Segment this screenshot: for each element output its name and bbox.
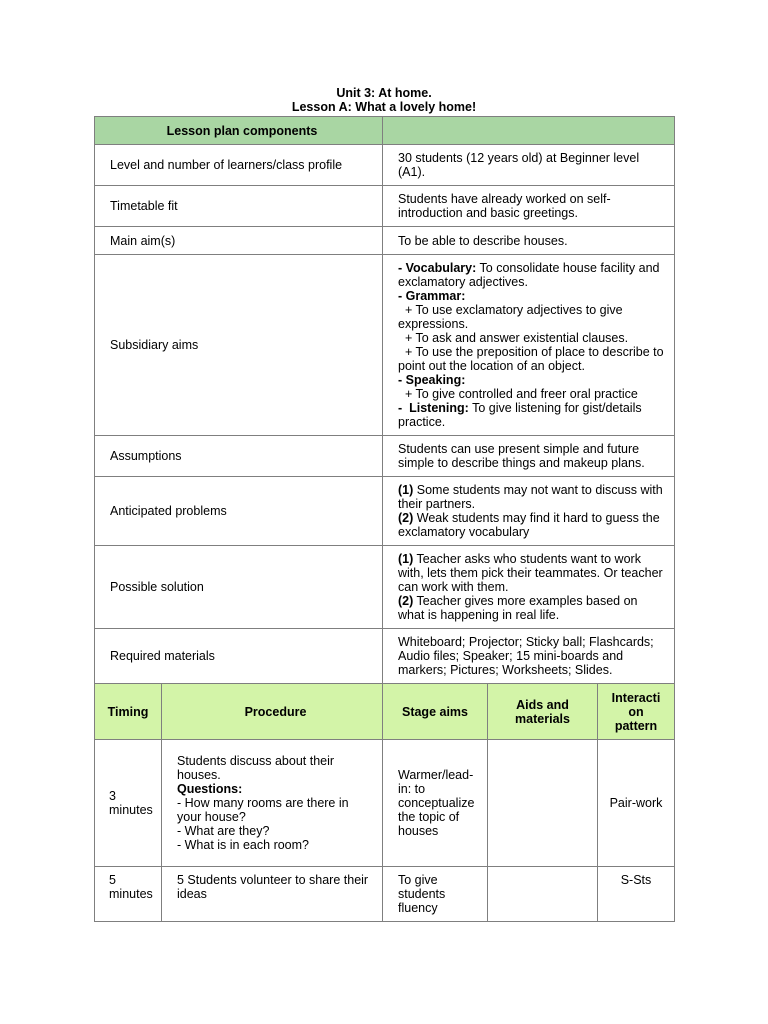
problems-label: Anticipated problems	[95, 477, 383, 546]
procedure-aids	[488, 740, 598, 867]
materials-value: Whiteboard; Projector; Sticky ball; Flashcards; Audio files; Speaker; 15 mini-boards and markers; Pictures; Worksheets; Slides.	[383, 629, 675, 684]
procedure-interaction: S-Sts	[598, 867, 675, 922]
main-aims-label: Main aim(s)	[95, 227, 383, 255]
timetable-value: Students have already worked on self-introduction and basic greetings.	[383, 186, 675, 227]
procedure-header: Procedure	[162, 684, 383, 740]
procedure-row	[95, 867, 675, 922]
subsidiary-speaking-1: + To give controlled and freer oral practice	[398, 387, 638, 401]
row-possible-solution	[95, 546, 675, 629]
subsidiary-grammar-2: + To ask and answer existential clauses.	[398, 331, 629, 345]
unit-title: Unit 3: At home.	[336, 86, 432, 100]
lesson-title: Lesson A: What a lovely home!	[291, 100, 477, 114]
subsidiary-value	[383, 255, 675, 436]
level-label: Level and number of learners/class profile	[95, 145, 383, 186]
procedure-stage-aim: Warmer/lead-in: to conceptualize the topic of houses	[383, 740, 488, 867]
procedure-text	[162, 740, 383, 867]
solution-2: (2) Teacher gives more examples based on what is happening in real life.	[398, 594, 638, 622]
subsidiary-listening: - Listening: To give listening for gist/details practice.	[398, 401, 646, 429]
problem-1: (1) Some students may not want to discuss with their partners.	[398, 483, 663, 511]
components-header-row	[95, 117, 675, 145]
row-assumptions	[95, 436, 675, 477]
row-subsidiary-aims	[95, 255, 675, 436]
components-header-left: Lesson plan components	[95, 117, 383, 145]
procedure-question-1: - How many rooms are there in your house?	[177, 796, 349, 824]
subsidiary-label: Subsidiary aims	[95, 255, 383, 436]
solution-label: Possible solution	[95, 546, 383, 629]
procedure-timing: 3 minutes	[95, 740, 162, 867]
stage-aims-header: Stage aims	[383, 684, 488, 740]
solution-value	[383, 546, 675, 629]
procedure-questions-label: Questions:	[177, 782, 243, 796]
materials-label: Required materials	[95, 629, 383, 684]
document-title	[0, 86, 768, 114]
subsidiary-grammar-3: + To use the preposition of place to describe to point out the location of an object.	[398, 345, 668, 373]
subsidiary-speaking-label: - Speaking:	[398, 373, 466, 387]
row-required-materials	[95, 629, 675, 684]
procedure-question-3: - What is in each room?	[177, 838, 309, 852]
subsidiary-vocab: - Vocabulary: To consolidate house facility and exclamatory adjectives.	[398, 261, 660, 289]
main-aims-value: To be able to describe houses.	[383, 227, 675, 255]
procedure-row	[95, 740, 675, 867]
row-level	[95, 145, 675, 186]
problem-2: (2) Weak students may find it hard to guess the exclamatory vocabulary	[398, 511, 660, 539]
row-anticipated-problems	[95, 477, 675, 546]
procedure-text: 5 Students volunteer to share their ideas	[162, 867, 383, 922]
level-value: 30 students (12 years old) at Beginner level (A1).	[383, 145, 675, 186]
row-timetable	[95, 186, 675, 227]
assumptions-label: Assumptions	[95, 436, 383, 477]
problems-value	[383, 477, 675, 546]
aids-header: Aids and materials	[488, 684, 598, 740]
subsidiary-grammar-label: - Grammar:	[398, 289, 466, 303]
interaction-header: Interacti on pattern	[598, 684, 675, 740]
row-main-aims	[95, 227, 675, 255]
lesson-plan-table	[94, 116, 675, 922]
timing-header: Timing	[95, 684, 162, 740]
procedure-aids	[488, 867, 598, 922]
procedure-stage-aim: To give students fluency	[383, 867, 488, 922]
solution-1: (1) Teacher asks who students want to work with, lets them pick their teammates. Or teacher can work with them.	[398, 552, 663, 594]
procedure-timing: 5 minutes	[95, 867, 162, 922]
subsidiary-grammar-1: + To use exclamatory adjectives to give expressions.	[398, 303, 627, 331]
procedure-interaction: Pair-work	[598, 740, 675, 867]
procedure-question-2: - What are they?	[177, 824, 270, 838]
components-header-right	[383, 117, 675, 145]
timetable-label: Timetable fit	[95, 186, 383, 227]
procedure-intro: Students discuss about their houses.	[177, 754, 335, 782]
procedure-header-row	[95, 684, 675, 740]
assumptions-value: Students can use present simple and future simple to describe things and makeup plans.	[383, 436, 675, 477]
